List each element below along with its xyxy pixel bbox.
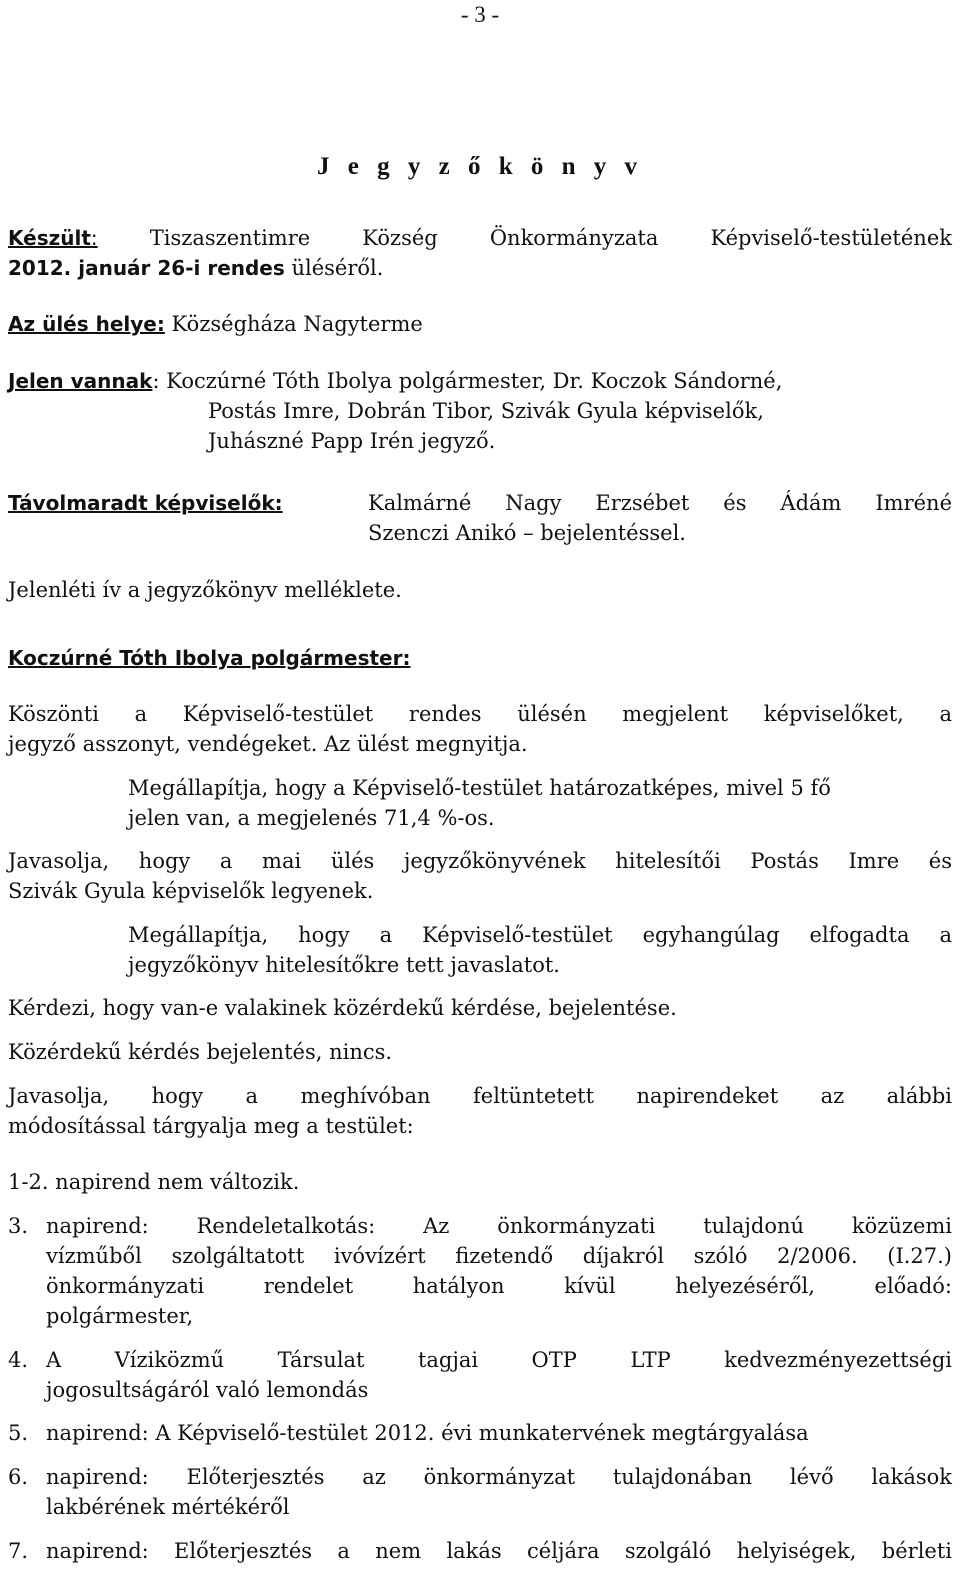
document-title: J e g y z ő k ö n y v <box>317 153 643 180</box>
paragraph-5: Kérdezi, hogy van-e valakinek közérdekű kérdése, bejelentése. <box>8 996 677 1020</box>
agenda-item-3-line-2: vízműből szolgáltatott ivóvízért fizetendő díjakról szóló 2/2006. (I.27.) <box>46 1244 952 1268</box>
agenda-item-4-number: 4. <box>8 1348 29 1372</box>
absent-text-1: Kalmárné Nagy Erzsébet és Ádám Imréné <box>368 491 952 515</box>
paragraph-7-line-1: Javasolja, hogy a meghívóban feltüntetett napirendeket az alábbi <box>8 1084 952 1108</box>
agenda-item-3-line-3: önkormányzati rendelet hatályon kívül helyezéséről, előadó: <box>46 1274 952 1298</box>
present-line-1: Jelen vannak: Koczúrné Tóth Ibolya polgármester, Dr. Koczok Sándorné, <box>8 369 783 393</box>
meeting-place <box>8 309 423 339</box>
agenda-item-6-number: 6. <box>8 1465 29 1489</box>
agenda-item-5-number: 5. <box>8 1421 29 1445</box>
attendance-note: Jelenléti ív a jegyzőkönyv melléklete. <box>8 578 402 602</box>
present-line-2: Postás Imre, Dobrán Tibor, Szivák Gyula képviselők, <box>208 399 764 423</box>
absent-label-line <box>8 488 283 518</box>
agenda-item-3-line-4: polgármester, <box>46 1304 194 1328</box>
paragraph-1-line-1: Köszönti a Képviselő-testület rendes ülésén megjelent képviselőket, a <box>8 702 952 726</box>
agenda-item-4-line-1: A Víziközmű Társulat tagjai OTP LTP kedvezményezettségi <box>46 1348 952 1372</box>
agenda-item-6-line-1: napirend: Előterjesztés az önkormányzat tulajdonában lévő lakások <box>46 1465 952 1489</box>
paragraph-2-line-2: jelen van, a megjelenés 71,4 %-os. <box>128 806 495 830</box>
present-text-1: Koczúrné Tóth Ibolya polgármester, Dr. Koczok Sándorné, <box>166 369 783 393</box>
agenda-item-6-line-2: lakbérének mértékéről <box>46 1495 290 1519</box>
page-number: - 3 - <box>460 2 500 27</box>
agenda-item-7-number: 7. <box>8 1539 29 1563</box>
agenda-item-7-line-1: napirend: Előterjesztés a nem lakás céljára szolgáló helyiségek, bérleti <box>46 1539 952 1563</box>
keszult-line-1 <box>8 223 952 253</box>
meeting-place-label: Az ülés helye: <box>8 312 165 336</box>
keszult-text: Tiszaszentimre Község Önkormányzata Képviselő-testületének <box>149 226 952 250</box>
agenda-item-5-line-1: napirend: A Képviselő-testület 2012. évi munkatervének megtárgyalása <box>46 1421 809 1445</box>
paragraph-7-line-2: módosítással tárgyalja meg a testület: <box>8 1114 414 1138</box>
paragraph-3-line-1: Javasolja, hogy a mai ülés jegyzőkönyvének hitelesítői Postás Imre és <box>8 849 952 873</box>
paragraph-4-line-1: Megállapítja, hogy a Képviselő-testület egyhangúlag elfogadta a <box>128 923 952 947</box>
speaker-heading <box>8 643 410 673</box>
absent-label: Távolmaradt képviselők: <box>8 491 283 515</box>
absent-text-2: Szenczi Anikó – bejelentéssel. <box>368 521 686 545</box>
paragraph-2-line-1: Megállapítja, hogy a Képviselő-testület határozatképes, mivel 5 fő <box>128 776 831 800</box>
agenda-item-1-2: 1-2. napirend nem változik. <box>8 1170 300 1194</box>
agenda-item-4-line-2: jogosultságáról való lemondás <box>46 1378 369 1402</box>
session-date: 2012. január 26-i rendes <box>8 256 285 280</box>
present-label: Jelen vannak <box>8 369 153 393</box>
paragraph-6: Közérdekű kérdés bejelentés, nincs. <box>8 1040 393 1064</box>
meeting-place-value: Községháza Nagyterme <box>164 312 423 336</box>
keszult-label: Készült: <box>8 226 98 250</box>
paragraph-3-line-2: Szivák Gyula képviselők legyenek. <box>8 879 374 903</box>
agenda-item-3-line-1: napirend: Rendeletalkotás: Az önkormányzati tulajdonú közüzemi <box>46 1214 952 1238</box>
present-line-3: Juhászné Papp Irén jegyző. <box>208 429 496 453</box>
paragraph-4-line-2: jegyzőkönyv hitelesítőkre tett javaslatot. <box>128 953 560 977</box>
session-text: üléséről. <box>284 256 384 280</box>
paragraph-1-line-2: jegyző asszonyt, vendégeket. Az ülést megnyitja. <box>8 732 528 756</box>
keszult-line-2 <box>8 253 383 283</box>
agenda-item-3-number: 3. <box>8 1214 29 1238</box>
speaker-label: Koczúrné Tóth Ibolya polgármester: <box>8 646 411 670</box>
